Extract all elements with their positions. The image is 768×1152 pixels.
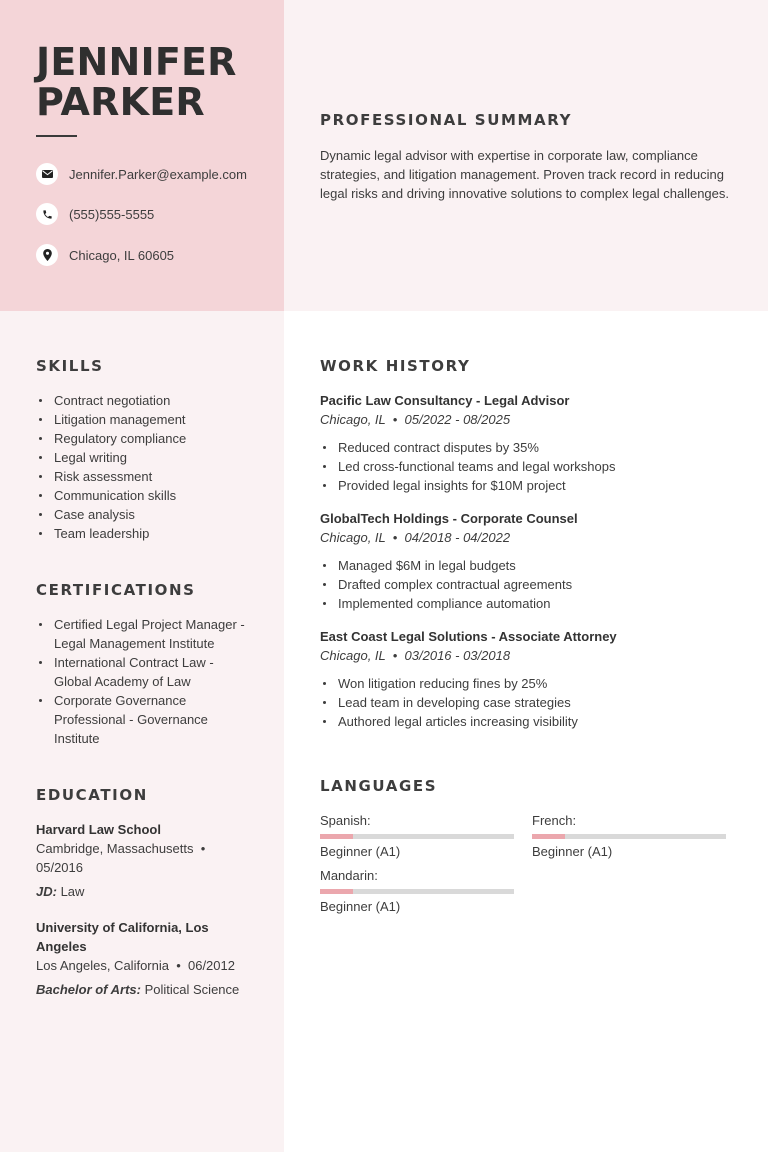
phone-text: (555)555-5555 xyxy=(69,206,155,222)
skill-item: Team leadership xyxy=(36,524,266,543)
language-level: Beginner (A1) xyxy=(320,844,401,859)
job-bullet: Drafted complex contractual agreements xyxy=(320,575,750,594)
email-text: Jennifer.Parker@example.com xyxy=(69,166,247,182)
phone-icon xyxy=(36,203,58,225)
school-name: Harvard Law School xyxy=(36,822,161,837)
last-name: PARKER xyxy=(36,80,205,124)
job-bullet: Won litigation reducing fines by 25% xyxy=(320,674,750,693)
skill-item: Communication skills xyxy=(36,486,266,505)
proficiency-fill xyxy=(320,834,353,839)
degree: Bachelor of Arts: Political Science xyxy=(36,982,240,997)
job-bullet: Reduced contract disputes by 35% xyxy=(320,438,750,457)
work-history-heading: WORK HISTORY xyxy=(320,357,471,375)
skills-list xyxy=(36,391,266,543)
job-bullet: Implemented compliance automation xyxy=(320,594,750,613)
name-divider xyxy=(36,135,77,137)
contact-phone[interactable] xyxy=(36,202,276,226)
proficiency-bar xyxy=(320,889,514,894)
certifications-list xyxy=(36,615,254,748)
skill-item: Litigation management xyxy=(36,410,266,429)
job-meta: Chicago, IL • 03/2016 - 03/2018 xyxy=(320,648,511,663)
job-bullets xyxy=(320,438,750,495)
map-pin-icon xyxy=(36,244,58,266)
job-title: GlobalTech Holdings - Corporate Counsel xyxy=(320,511,578,526)
proficiency-bar xyxy=(532,834,726,839)
skill-item: Case analysis xyxy=(36,505,266,524)
job-bullets xyxy=(320,556,750,613)
degree: JD: Law xyxy=(36,884,85,899)
job-bullet: Managed $6M in legal budgets xyxy=(320,556,750,575)
job-bullet: Lead team in developing case strategies xyxy=(320,693,750,712)
language-name: Spanish: xyxy=(320,813,371,828)
certification-item: Certified Legal Project Manager - Legal Management Institute xyxy=(36,615,254,653)
certification-item: International Contract Law - Global Academy of Law xyxy=(36,653,254,691)
skills-heading: SKILLS xyxy=(36,357,104,375)
job-bullet: Led cross-functional teams and legal workshops xyxy=(320,457,750,476)
certifications-heading: CERTIFICATIONS xyxy=(36,581,196,599)
language-french xyxy=(532,813,726,860)
skill-item: Regulatory compliance xyxy=(36,429,266,448)
job-entry xyxy=(320,627,750,731)
job-bullet: Provided legal insights for $10M project xyxy=(320,476,750,495)
contact-email[interactable] xyxy=(36,162,276,186)
summary-heading: PROFESSIONAL SUMMARY xyxy=(320,111,573,129)
job-meta: Chicago, IL • 04/2018 - 04/2022 xyxy=(320,530,511,545)
skill-item: Contract negotiation xyxy=(36,391,266,410)
skill-item: Risk assessment xyxy=(36,467,266,486)
language-name: French: xyxy=(532,813,577,828)
first-name: JENNIFER xyxy=(36,40,237,84)
job-title: East Coast Legal Solutions - Associate Attorney xyxy=(320,629,617,644)
skill-item: Legal writing xyxy=(36,448,266,467)
languages-heading: LANGUAGES xyxy=(320,777,438,795)
job-bullet: Authored legal articles increasing visibility xyxy=(320,712,750,731)
school-name: University of California, Los Angeles xyxy=(36,920,209,954)
proficiency-bar xyxy=(320,834,514,839)
job-meta: Chicago, IL • 05/2022 - 08/2025 xyxy=(320,412,511,427)
proficiency-fill xyxy=(532,834,565,839)
language-spanish xyxy=(320,813,514,860)
candidate-name xyxy=(36,42,276,122)
job-entry xyxy=(320,391,750,495)
envelope-icon xyxy=(36,163,58,185)
proficiency-fill xyxy=(320,889,353,894)
location-text: Chicago, IL 60605 xyxy=(69,247,175,263)
job-bullets xyxy=(320,674,750,731)
certification-item: Corporate Governance Professional - Governance Institute xyxy=(36,691,254,748)
job-entry xyxy=(320,509,750,613)
language-level: Beginner (A1) xyxy=(532,844,613,859)
school-location-date: Cambridge, Massachusetts • 05/2016 xyxy=(36,841,209,875)
education-heading: EDUCATION xyxy=(36,786,148,804)
language-name: Mandarin: xyxy=(320,868,378,883)
education-entry xyxy=(36,918,256,999)
school-location-date: Los Angeles, California • 06/2012 xyxy=(36,958,235,973)
language-mandarin xyxy=(320,868,514,915)
education-entry xyxy=(36,820,256,901)
job-title: Pacific Law Consultancy - Legal Advisor xyxy=(320,393,570,408)
contact-location xyxy=(36,243,276,267)
language-level: Beginner (A1) xyxy=(320,899,401,914)
summary-text: Dynamic legal advisor with expertise in corporate law, compliance strategies, and litigation management. Proven track record in reducing legal risks and driving innovative solutions to complex legal challenges. xyxy=(320,148,730,201)
